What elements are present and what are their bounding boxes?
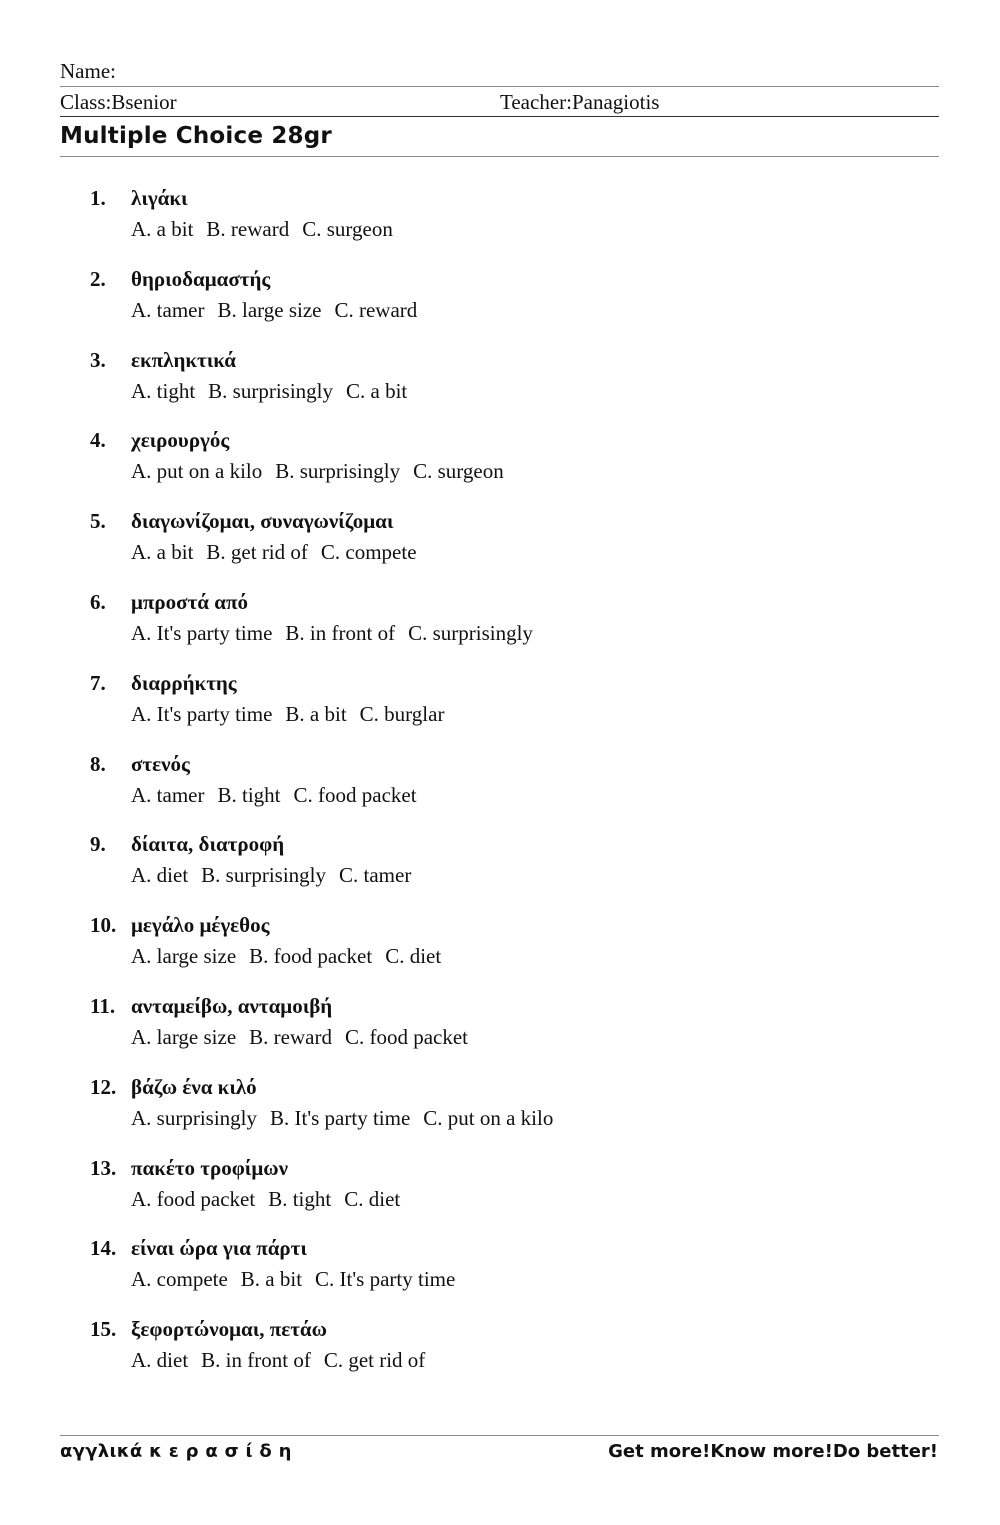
- answer-options: [131, 298, 430, 322]
- question-number: 13.: [90, 1155, 117, 1180]
- answer-option[interactable]: C. food packet: [344, 1025, 469, 1049]
- answer-option[interactable]: C. reward: [334, 297, 418, 322]
- question-number: 5.: [90, 509, 106, 534]
- answer-option[interactable]: C. burglar: [359, 701, 445, 726]
- answer-option[interactable]: B. reward: [206, 217, 290, 241]
- question-number: 14.: [90, 1236, 117, 1261]
- answer-options: [131, 783, 430, 807]
- answer-option[interactable]: A. large size: [131, 944, 237, 969]
- answer-option[interactable]: B. It's party time: [270, 1105, 411, 1130]
- divider: [60, 86, 939, 87]
- answer-option[interactable]: C. put on a kilo: [423, 1105, 554, 1130]
- question-number: 2.: [90, 266, 106, 291]
- answer-options: [131, 621, 546, 645]
- answer-option[interactable]: B. surprisingly: [275, 459, 401, 484]
- question-prompt: βάζω ένα κιλό: [131, 1074, 257, 1099]
- question-number: 7.: [90, 670, 106, 695]
- question-number: 12.: [90, 1074, 117, 1099]
- question-number: 1.: [90, 186, 106, 210]
- answer-options: [131, 1106, 566, 1130]
- answer-option[interactable]: C. get rid of: [323, 1348, 426, 1373]
- question-prompt: δίαιτα, διατροφή: [131, 832, 285, 857]
- answer-option[interactable]: B. food packet: [249, 944, 373, 969]
- question-prompt: ξεφορτώνομαι, πετάω: [131, 1317, 327, 1342]
- answer-option[interactable]: B. tight: [268, 1186, 332, 1211]
- answer-option[interactable]: A. diet: [131, 1348, 189, 1373]
- answer-option[interactable]: A. It's party time: [131, 701, 273, 726]
- question-prompt: λιγάκι: [131, 186, 188, 210]
- divider: [60, 116, 939, 117]
- question-number: 10.: [90, 913, 117, 938]
- answer-option[interactable]: B. surprisingly: [201, 863, 326, 888]
- question-prompt: στενός: [131, 751, 190, 776]
- answer-option[interactable]: A. tamer: [131, 782, 205, 807]
- answer-option[interactable]: A. compete: [131, 1267, 228, 1292]
- question-number: 9.: [90, 832, 106, 857]
- question-prompt: μπροστά από: [131, 590, 248, 614]
- answer-option[interactable]: A. tamer: [131, 297, 205, 322]
- question-prompt: ανταμείβω, ανταμοιβή: [131, 994, 333, 1018]
- answer-options: [131, 540, 430, 564]
- answer-option[interactable]: C. surprisingly: [408, 621, 533, 645]
- answer-option[interactable]: B. tight: [217, 782, 281, 807]
- answer-options: [131, 944, 454, 968]
- question-prompt: πακέτο τροφίμων: [131, 1155, 288, 1180]
- answer-option[interactable]: A. large size: [131, 1025, 237, 1049]
- answer-option[interactable]: A. put on a kilo: [131, 459, 263, 484]
- answer-option[interactable]: B. surprisingly: [208, 378, 334, 403]
- answer-options: [131, 1267, 468, 1291]
- question-number: 8.: [90, 751, 106, 776]
- question-prompt: μεγάλο μέγεθος: [131, 913, 270, 938]
- answer-option[interactable]: A. a bit: [131, 217, 194, 241]
- answer-option[interactable]: C. diet: [385, 944, 442, 969]
- question-prompt: θηριοδαμαστής: [131, 266, 271, 291]
- question-number: 15.: [90, 1317, 117, 1342]
- answer-option[interactable]: A. surprisingly: [131, 1105, 257, 1130]
- answer-option[interactable]: A. a bit: [131, 540, 194, 565]
- answer-option[interactable]: B. large size: [217, 297, 322, 322]
- answer-options: [131, 1348, 438, 1372]
- answer-option[interactable]: A. It's party time: [131, 621, 273, 645]
- answer-option[interactable]: C. tamer: [339, 863, 412, 888]
- answer-option[interactable]: B. get rid of: [206, 540, 308, 565]
- question-prompt: εκπληκτικά: [131, 347, 236, 372]
- question-number: 6.: [90, 590, 106, 614]
- answer-option[interactable]: B. a bit: [285, 701, 347, 726]
- answer-option[interactable]: A. food packet: [131, 1186, 256, 1211]
- footer-divider: [60, 1435, 939, 1436]
- name-label: Name:: [60, 59, 116, 83]
- teacher-label: Teacher:Panagiotis: [500, 90, 660, 114]
- answer-option[interactable]: C. diet: [344, 1186, 401, 1211]
- answer-option[interactable]: B. reward: [249, 1025, 332, 1049]
- question-number: 4.: [90, 428, 106, 453]
- answer-option[interactable]: B. in front of: [201, 1348, 311, 1373]
- question-number: 11.: [90, 994, 116, 1018]
- answer-option[interactable]: C. surgeon: [302, 217, 393, 241]
- answer-options: [131, 1187, 413, 1211]
- question-number: 3.: [90, 347, 106, 372]
- answer-options: [131, 1025, 481, 1049]
- class-teacher-row: [60, 90, 939, 114]
- question-prompt: είναι ώρα για πάρτι: [131, 1236, 307, 1261]
- class-label: Class:Bsenior: [60, 90, 177, 114]
- name-field-row: [60, 59, 939, 83]
- page-title: Multiple Choice 28gr: [60, 123, 332, 149]
- answer-option[interactable]: C. compete: [320, 540, 417, 565]
- answer-options: [131, 217, 406, 241]
- footer-slogan: Get more!Know more!Do better!: [608, 1441, 938, 1462]
- answer-options: [131, 459, 517, 483]
- answer-option[interactable]: B. in front of: [285, 621, 396, 645]
- divider: [60, 156, 939, 157]
- question-prompt: διαρρήκτης: [131, 670, 237, 695]
- answer-options: [131, 702, 457, 726]
- answer-option[interactable]: B. a bit: [240, 1267, 303, 1292]
- answer-options: [131, 379, 420, 403]
- answer-option[interactable]: C. It's party time: [315, 1267, 456, 1292]
- answer-option[interactable]: C. food packet: [293, 782, 417, 807]
- answer-option[interactable]: A. diet: [131, 863, 189, 888]
- answer-option[interactable]: C. a bit: [346, 378, 408, 403]
- footer-brand: αγγλικά κ ε ρ α σ ί δ η: [60, 1441, 292, 1462]
- question-prompt: διαγωνίζομαι, συναγωνίζομαι: [131, 509, 394, 534]
- answer-option[interactable]: C. surgeon: [413, 459, 504, 484]
- answer-option[interactable]: A. tight: [131, 378, 196, 403]
- question-prompt: χειρουργός: [131, 428, 230, 453]
- answer-options: [131, 863, 424, 887]
